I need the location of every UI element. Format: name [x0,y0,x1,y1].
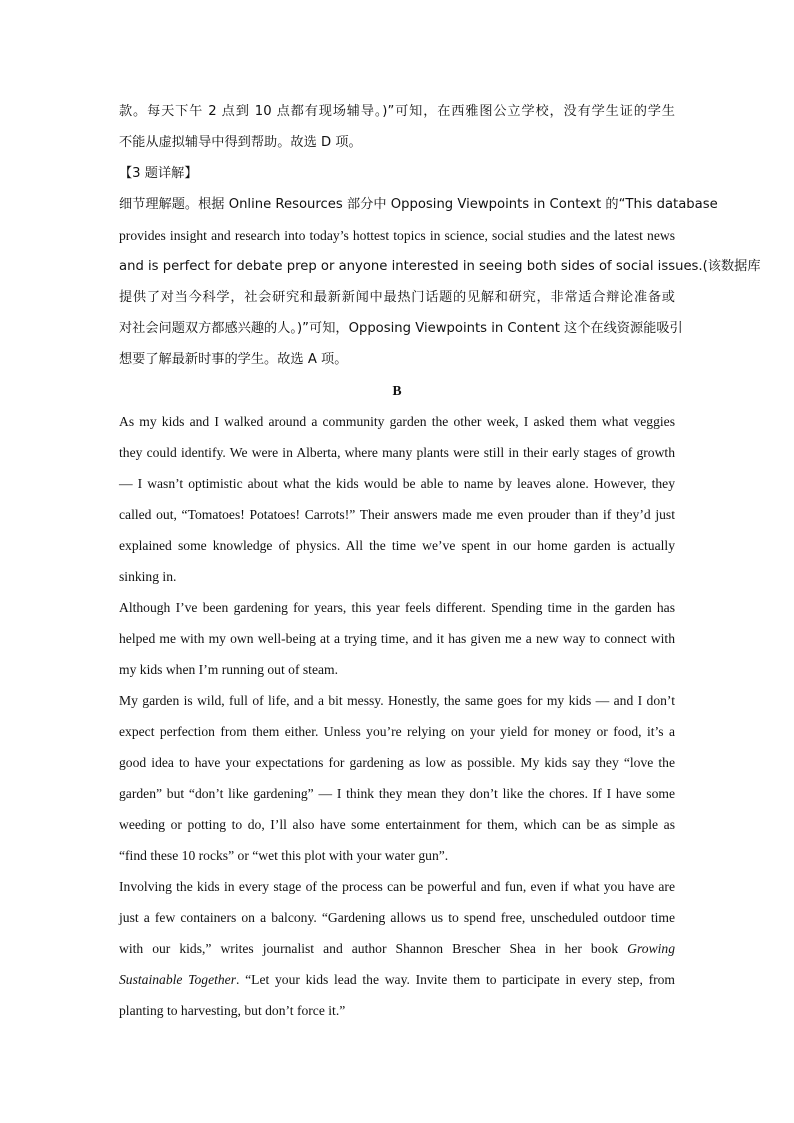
document-page [119,96,761,1026]
text-line-12: they could identify. We were in Alberta, where many plants were still in their early stages of growth [119,445,675,460]
text-line-9: 想要了解最新时事的学生。故选 A 项。 [119,352,348,367]
text-line-1: 款。每天下午 2 点到 10 点都有现场辅导。)”可知，在西雅图公立学校，没有学生证的学生 [119,104,675,119]
text-line-21: expect perfection from them either. Unless you’re relying on your yield for money or food, it’s a [119,724,675,739]
text-line-29-part: . “Let your kids lead the way. Invite them to participate in every step, from [236,972,675,987]
text-line-19: my kids when I’m running out of steam. [119,662,338,677]
text-line-17: Although I’ve been gardening for years, this year feels different. Spending time in the garden has [119,600,675,615]
text-line-4: 细节理解题。根据 Online Resources 部分中 Opposing Viewpoints in Context 的“This database [119,197,718,212]
text-line-5: provides insight and research into today’s hottest topics in science, social studies and the latest news [119,228,675,243]
text-line-18: helped me with my own well-being at a trying time, and it has given me a new way to connect with [119,631,675,646]
text-line-16: sinking in. [119,569,177,584]
book-title-part-2: Sustainable Together [119,972,236,987]
section-heading: 【3 题详解】 [119,166,198,181]
text-line-30: planting to harvesting, but don’t force it.” [119,1003,346,1018]
text-line-25: “find these 10 rocks” or “wet this plot with your water gun”. [119,848,449,863]
text-line-14: called out, “Tomatoes! Potatoes! Carrots!” Their answers made me even prouder than if they’d just [119,507,675,522]
text-line-28 [119,933,675,964]
text-line-15: explained some knowledge of physics. All the time we’ve spent in our home garden is actually [119,538,675,553]
text-line-26: Involving the kids in every stage of the process can be powerful and fun, even if what you have are [119,879,675,894]
text-line-27: just a few containers on a balcony. “Gardening allows us to spend free, unscheduled outdoor time [119,910,675,925]
text-line-8: 对社会问题双方都感兴趣的人。)”可知，Opposing Viewpoints in Content 这个在线资源能吸引 [119,321,683,336]
text-line-6: and is perfect for debate prep or anyone interested in seeing both sides of social issues.(该数据库 [119,259,761,274]
passage-title: B [392,383,402,398]
text-line-23: garden” but “don’t like gardening” — I think they mean they don’t like the chores. If I have some [119,786,675,801]
text-line-11: As my kids and I walked around a community garden the other week, I asked them what veggies [119,414,675,429]
text-line-7: 提供了对当今科学，社会研究和最新新闻中最热门话题的见解和研究，非常适合辩论准备或 [119,290,675,305]
text-line-29 [119,964,675,995]
text-line-22: good idea to have your expectations for gardening as low as possible. My kids say they “love the [119,755,675,770]
text-line-28-part: with our kids,” writes journalist and author Shannon Brescher Shea in her book [119,941,619,956]
text-line-24: weeding or potting to do, I’ll also have some entertainment for them, which can be as simple as [119,817,675,832]
text-line-2: 不能从虚拟辅导中得到帮助。故选 D 项。 [119,135,362,150]
book-title-part-1: Growing [627,941,676,956]
text-line-20: My garden is wild, full of life, and a bit messy. Honestly, the same goes for my kids — and I don’t [119,693,675,708]
text-line-13: — I wasn’t optimistic about what the kids would be able to name by leaves alone. However, they [119,476,675,491]
